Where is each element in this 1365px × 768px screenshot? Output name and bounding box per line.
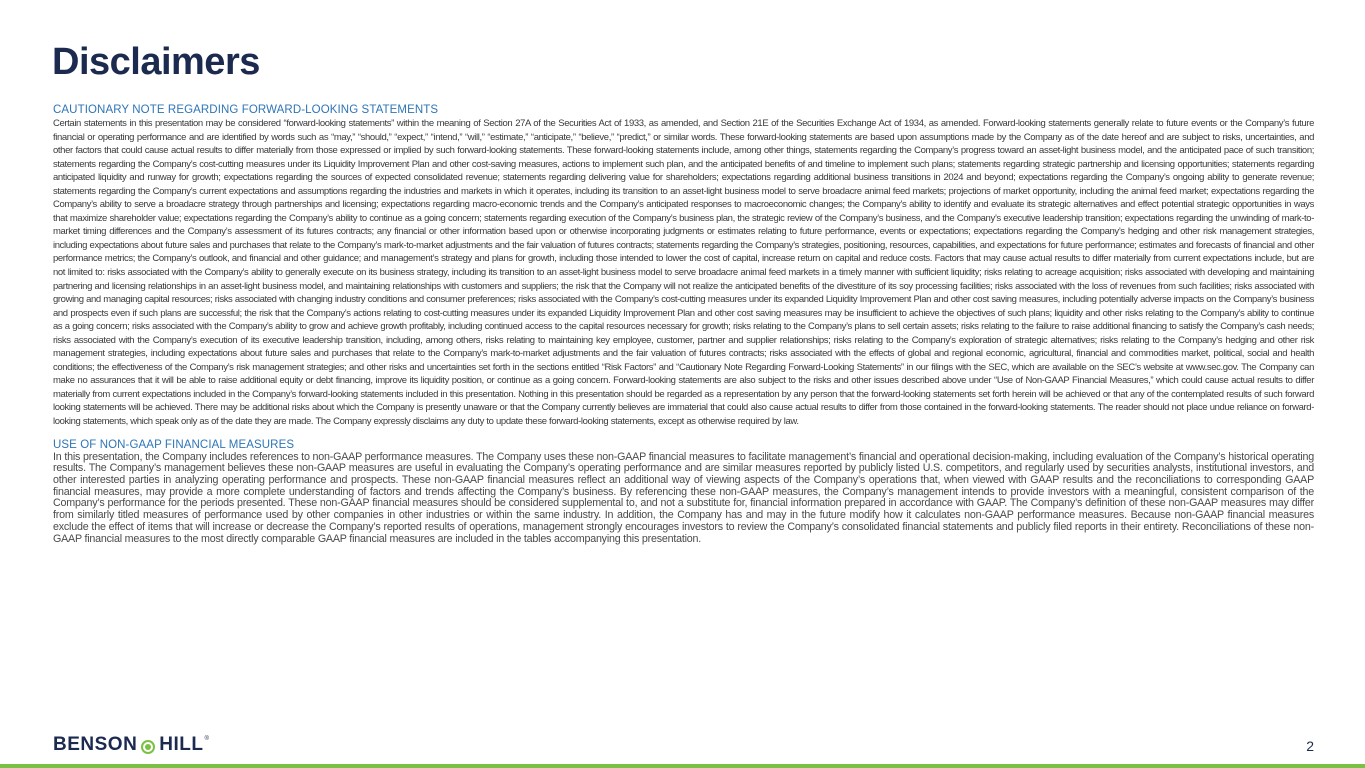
forward-looking-heading: CAUTIONARY NOTE REGARDING FORWARD-LOOKING STATEMENTS [53,104,439,116]
disclaimer-content [53,103,1314,545]
company-logo [53,735,209,755]
page-title: Disclaimers [52,41,260,83]
sun-icon [141,738,155,752]
forward-looking-body: Certain statements in this presentation may be considered “forward-looking statements” within the meaning of Section 27A of the Securities Act of 1933, as amended, and Section 21E of the Securities Exchange Act of 1934, as amended. Forward-looking statements generally relate to future events or the Company’s future financial or operating performance and are identified by words such as “may,” “should,” “expect,” “intend,” “will,” “estimate,” “anticipate,” “believe,” “predict,” or similar words. These forward-looking statements are based upon assumptions made by the Company as of the date hereof and are subject to risks, uncertainties, and other factors that could cause actual results to differ materially from those expressed or implied by such forward-looking statements. These forward-looking statements include, among other things, statements regarding the Company’s progress toward an asset-light business model, and the anticipated pace of such transition; statements regarding the Company’s cost-cutting measures under its Liquidity Improvement Plan and other cost-saving measures, actions to implement such plan, and the anticipated benefits of and timeline to implement such plans; statements regarding strategic partnership and licensing opportunities; statements regarding anticipated liquidity and runway for growth; expectations regarding the sources of expected consolidated revenue; statements regarding delivering value for shareholders; expectations regarding additional business transitions in 2024 and beyond; expectations regarding the Company’s ongoing ability to generate revenue; statements regarding the Company’s current expectations and assumptions regarding the industries and markets in which it operates, including its transition to an asset-light business model to serve broadacre animal feed markets; projections of market opportunity, including the animal feed market; expectations regarding the Company’s ability to serve a broadacre strategy through partnerships and licensing; expectations regarding macro-economic trends and the Company’s anticipated responses to macroeconomic changes; the Company’s ability to identify and evaluate its strategic alternatives and effect potential strategic opportunities in ways that maximize shareholder value; expectations regarding the Company’s ability to continue as a going concern; statements regarding execution of the Company’s business plan, the strategic review of the Company’s business, and the Company’s executive leadership transition; expectations regarding the unwinding of mark-to-market timing differences and the Company’s assessment of its futures contracts; any financial or other information based upon or otherwise incorporating judgments or estimates relating to future performance, events or expectations; expectations regarding the Company’s hedging and other risk management strategies, including expectations about future sales and purchases that relate to the Company’s mark-to-market adjustments and the fair valuation of futures contracts; statements regarding the Company’s strategies, positioning, resources, capabilities, and expectations for future performance; estimates and forecasts of financial and other performance metrics; the Company’s outlook, and financial and other guidance; and management’s strategy and plans for growth, including those intended to lower the cost of capital, increase return on capital and reduce costs. Factors that may cause actual results to differ materially from current expectations include, but are not limited to: risks associated with the Company’s ability to generally execute on its business strategy, including its transition to an asset-light business model to serve broadacre animal feed markets in a timely manner with sufficient liquidity; risks relating to acreage acquisition; risks associated with developing and maintaining partnering and licensing relationships in an asset-light business model, and maintaining relationships with customers and suppliers; the risk that the Company will not realize the anticipated benefits of the divestiture of its soy processing facilities; risks associated with the loss of revenues from such facilities; risks associated with growing and managing capital resources; risks associated with changing industry conditions and consumer preferences; risks associated with the Company’s cost-cutting measures under its expanded Liquidity Improvement Plan and other cost saving measures, including potentially adverse impacts on the Company’s business and prospects even if such plans are successful; the risk that the Company’s actions relating to cost-cutting measures under its expanded Liquidity Improvement Plan and other cost saving measures may be insufficient to achieve the objectives of such plans; liquidity and other risks relating to the Company’s ability to continue as a going concern; risks associated with the Company’s ability to grow and achieve growth profitably, including continued access to the capital resources necessary for growth; risks relating to the Company’s plans to sell certain assets; risks relating to the failure to raise additional financing to satisfy the Company’s cash needs; risks associated with the Company’s execution of its executive leadership transition, including, among others, risks relating to maintaining key employee, customer, partner and supplier relationships; risks relating to the Company’s exploration of strategic alternatives; risks relating to the Company’s hedging and other risk management strategies, including expectations about future sales and purchases that relate to the Company’s mark-to-market adjustments and the fair valuation of futures contracts; risks associated with the effects of global and regional economic, agricultural, financial and commodities market, political, social and health conditions; the effectiveness of the Company’s risk management strategies; and other risks and uncertainties set forth in the sections entitled “Risk Factors” and “Cautionary Note Regarding Forward-Looking Statements” in our filings with the SEC, which are available on the SEC’s website at www.sec.gov. The Company can make no assurances that it will be able to raise additional equity or debt financing, improve its liquidity position, or continue as a going concern. Forward-looking statements are also subject to the risks and other issues described above under “Use of Non-GAAP Financial Measures,” which could cause actual results to differ materially from current expectations included in the Company’s forward-looking statements included in this presentation. Nothing in this presentation should be regarded as a representation by any person that the forward-looking statements set forth herein will be achieved or that any of the contemplated results of such forward looking statements will be achieved. There may be additional risks about which the Company is presently unaware or that the Company currently believes are immaterial that could also cause actual results to differ from those contained in the forward-looking statements. The reader should not place undue reliance on forward-looking statements, which speak only as of the date they are made. The Company expressly disclaims any duty to update these forward-looking statements, except as otherwise required by law. [53,118,1314,428]
registered-mark: ® [204,736,210,742]
bottom-accent-bar [0,764,1365,768]
logo-word-hill: HILL [159,734,204,755]
non-gaap-heading: USE OF NON-GAAP FINANCIAL MEASURES [53,438,295,451]
page-number: 2 [1306,738,1314,754]
non-gaap-body: In this presentation, the Company includes references to non-GAAP performance measures. The Company uses these non-GAAP financial measures to facilitate management’s financial and operational decision-making, including evaluation of the Company’s historical operating results. The Company’s management believes these non-GAAP measures are useful in evaluating the Company’s operating performance and are similar measures reported by publicly listed U.S. competitors, and regularly used by securities analysts, institutional investors, and other interested parties in analyzing operating performance and prospects. These non-GAAP financial measures reflect an additional way of viewing aspects of the Company’s operations that, when viewed with GAAP results and the reconciliations to corresponding GAAP financial measures, may provide a more complete understanding of factors and trends affecting the Company’s business. By referencing these non-GAAP measures, the Company’s management intends to provide investors with a meaningful, consistent comparison of the Company’s performance for the periods presented. These non-GAAP financial measures should be considered supplemental to, and not a substitute for, financial information prepared in accordance with GAAP. The Company’s definition of these non-GAAP measures may differ from similarly titled measures of performance used by other companies in other industries or within the same industry. In addition, the Company has and may in the future modify how it calculates non-GAAP performance measures. Because non-GAAP financial measures exclude the effect of items that will increase or decrease the Company’s reported results of operations, management strongly encourages investors to review the Company’s consolidated financial statements and publicly filed reports in their entirety. Reconciliations of these non-GAAP financial measures to the most directly comparable GAAP financial measures are included in the tables accompanying this presentation. [53,450,1314,545]
logo-word-benson: BENSON [53,734,138,755]
